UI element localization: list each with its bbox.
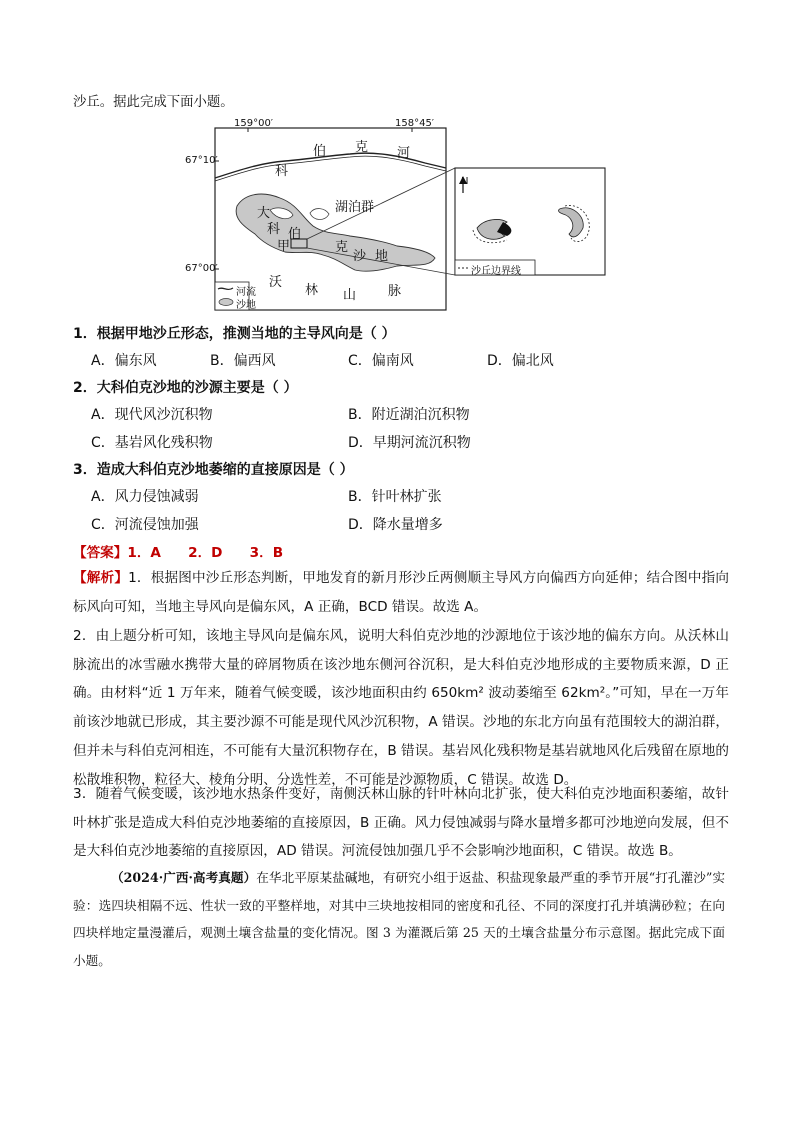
intro-fragment: 沙丘。据此完成下面小题。 <box>73 95 234 110</box>
next-question-intro <box>73 864 725 974</box>
label-ke3: 科 <box>267 222 281 237</box>
q1-option-c: C．偏南风 <box>348 353 414 369</box>
q2-option-d: D．早期河流沉积物 <box>348 435 471 451</box>
lat-label-top: 67°10′ <box>185 155 218 166</box>
north-label: N <box>461 176 469 187</box>
analysis-p1 <box>73 564 729 621</box>
analysis-p3: 3．随着气候变暖，该沙地水热条件变好，南侧沃林山脉的针叶林向北扩张，使大科伯克沙地面积萎缩，故针叶林扩张是造成大科伯克沙地萎缩的直接原因，B 正确。风力侵蚀减弱与降水量增多都可沙地逆向发展，但不是大科伯克沙地萎缩的直接原因，AD 错误。河流侵蚀加强几乎不会影响沙地面积，C 错误。故选 B。 <box>73 786 729 860</box>
q3-option-a: A．风力侵蚀减弱 <box>91 489 199 505</box>
answer-text: 1．A 2．D 3．B <box>127 545 284 561</box>
next-intro-source: （2024·广西·高考真题） <box>111 870 257 885</box>
answer-label: 【答案】 <box>73 545 128 561</box>
analysis-p2: 2．由上题分析可知，该地主导风向是偏东风，说明大科伯克沙地的沙源地位于该沙地的偏东方向。从沃林山脉流出的冰雪融水携带大量的碎屑物质在该沙地东侧河谷沉积，是大科伯克沙地形成的主要物质来源，D 正确。由材料“近 1 万年来，随着气候变暖，该沙地面积由约 650km² 波动萎缩至 62km²。”可知，早在一万年前该沙地就已形成，其主要沙源不可能是现代风沙沉积物，A 错误。沙地的东北方向虽有范围较大的湖泊群，但并未与科伯克河相连，不可能有大量沉积物存在，B 错误。基岩风化残积物是基岩就地风化后残留在原地的松散堆积物，粒径大、棱角分明、分选性差，不可能是沙源物质，C 错误。故选 D。 <box>73 628 729 788</box>
q2-option-b: B．附近湖泊沉积物 <box>348 407 470 423</box>
q3-option-d: D．降水量增多 <box>348 517 443 533</box>
q1-option-a: A．偏东风 <box>91 353 157 369</box>
label-da: 大 <box>257 206 271 221</box>
q2-option-c: C．基岩风化残积物 <box>91 435 213 451</box>
lon-label-left: 159°00′ <box>234 118 274 129</box>
label-ke2: 克 <box>355 140 369 155</box>
q3-option-b: B．针叶林扩张 <box>348 489 442 505</box>
question-1-stem: 1．根据甲地沙丘形态，推测当地的主导风向是（ ） <box>73 326 396 342</box>
label-mai: 脉 <box>388 284 402 299</box>
analysis-p1-text: 1．根据图中沙丘形态判断，甲地发育的新月形沙丘两侧顺主导风方向偏西方向延伸；结合图中指向标风向可知，当地主导风向是偏东风，A 正确，BCD 错误。故选 A。 <box>73 570 729 615</box>
legend-sand-label: 沙地 <box>236 300 256 311</box>
next-intro-text: 在华北平原某盐碱地，有研究小组于返盐、积盐现象最严重的季节开展“打孔灌沙”实验：选四块相隔不远、性状一致的平整样地，对其中三块地按相同的密度和孔径、不同的深度打孔并填满砂粒；在向四块样地定量漫灌后，观测土壤含盐量的变化情况。图 3 为灌溉后第 25 天的土壤含盐量分布示意图。据此完成下面小题。 <box>73 870 725 968</box>
question-2-stem: 2．大科伯克沙地的沙源主要是（ ） <box>73 380 298 396</box>
label-bo: 伯 <box>313 144 327 159</box>
inset-legend-label: 沙丘边界线 <box>471 266 521 277</box>
analysis-label: 【解析】 <box>73 570 129 586</box>
label-jia: 甲 <box>277 239 291 254</box>
label-di: 地 <box>375 249 389 264</box>
q2-option-a: A．现代风沙沉积物 <box>91 407 213 423</box>
label-ke4: 克 <box>335 240 349 255</box>
lat-label-bottom: 67°00′ <box>185 263 218 274</box>
label-ke: 科 <box>275 164 289 179</box>
map-figure <box>185 118 610 318</box>
label-lin: 林 <box>305 283 319 298</box>
label-lakes: 湖泊群 <box>335 200 375 215</box>
label-shan: 山 <box>343 288 357 303</box>
q1-option-d: D．偏北风 <box>487 353 554 369</box>
q1-option-b: B．偏西风 <box>210 353 276 369</box>
lon-label-right: 158°45′ <box>395 118 435 129</box>
answer-line <box>73 541 283 561</box>
label-sha: 沙 <box>353 249 367 264</box>
q3-option-c: C．河流侵蚀加强 <box>91 517 199 533</box>
legend-river-label: 河流 <box>236 287 256 298</box>
question-3-stem: 3．造成大科伯克沙地萎缩的直接原因是（ ） <box>73 462 354 478</box>
label-wo: 沃 <box>269 275 283 290</box>
label-bo2: 伯 <box>288 227 302 242</box>
label-he: 河 <box>397 146 411 161</box>
legend-sand-symbol <box>219 299 233 306</box>
